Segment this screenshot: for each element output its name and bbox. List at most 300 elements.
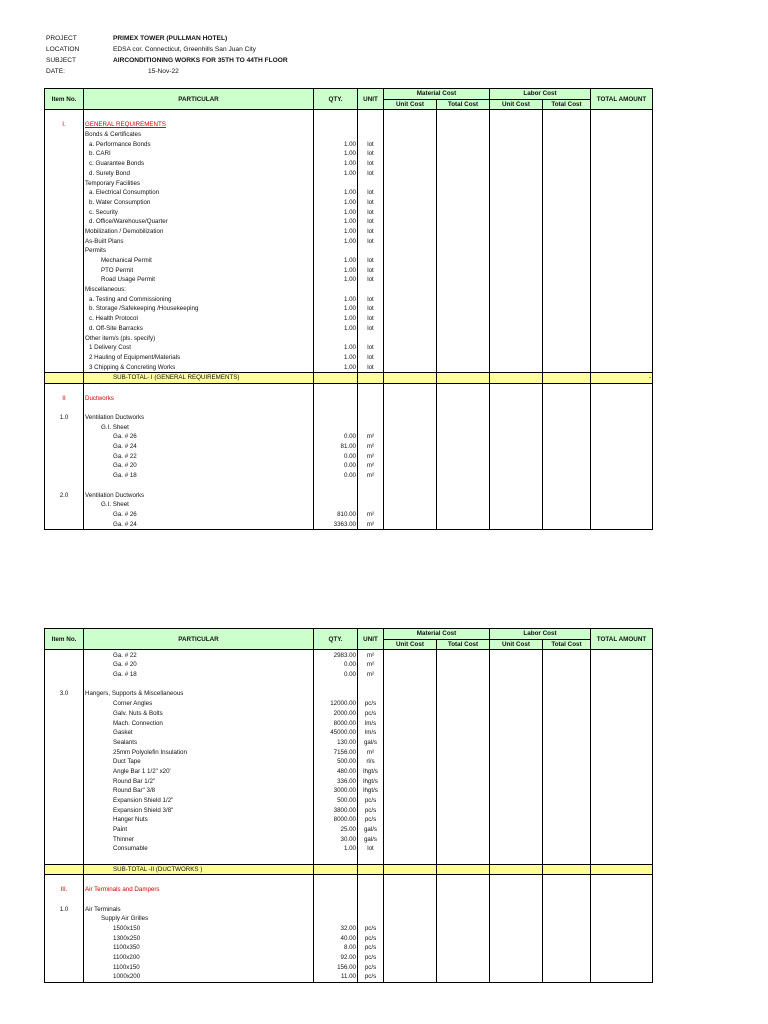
qty-cell: 0.00 bbox=[314, 461, 358, 471]
table-row bbox=[45, 236, 653, 246]
item-cell: 3.0 bbox=[45, 689, 84, 699]
labor-total-cost-cell bbox=[543, 738, 591, 748]
item-cell bbox=[45, 265, 84, 275]
labor-total-cost-cell bbox=[543, 178, 591, 188]
material-unit-cost-cell bbox=[384, 670, 437, 680]
total-amount-cell bbox=[591, 227, 653, 237]
particular-cell: b. Water Consumption bbox=[84, 198, 314, 208]
labor-total-cost-cell bbox=[543, 198, 591, 208]
total-amount-cell bbox=[591, 776, 653, 786]
qty-cell: 1.00 bbox=[314, 343, 358, 353]
table-row bbox=[45, 709, 653, 719]
labor-unit-cost-cell bbox=[490, 169, 543, 179]
particular-cell: Supply Air Grilles bbox=[84, 914, 314, 924]
item-cell bbox=[45, 432, 84, 442]
col-material-total-cost: Total Cost bbox=[437, 99, 490, 110]
table-row bbox=[45, 670, 653, 680]
total-amount-cell bbox=[591, 481, 653, 491]
labor-total-cost-cell bbox=[543, 159, 591, 169]
material-total-cost-cell bbox=[437, 660, 490, 670]
labor-total-cost-cell bbox=[543, 246, 591, 256]
unit-cell: lot bbox=[358, 304, 384, 314]
particular-cell: c. Health Protocol bbox=[84, 314, 314, 324]
total-amount-cell bbox=[591, 246, 653, 256]
unit-cell: pc/s bbox=[358, 709, 384, 719]
unit-cell: m² bbox=[358, 519, 384, 529]
material-unit-cost-cell bbox=[384, 924, 437, 934]
labor-unit-cost-cell bbox=[490, 393, 543, 403]
material-total-cost-cell bbox=[437, 972, 490, 982]
particular-cell: Hanger Nuts bbox=[84, 815, 314, 825]
unit-cell: gal/s bbox=[358, 834, 384, 844]
labor-unit-cost-cell bbox=[490, 904, 543, 914]
item-cell bbox=[45, 461, 84, 471]
labor-total-cost-cell bbox=[543, 914, 591, 924]
labor-total-cost-cell bbox=[543, 413, 591, 423]
material-unit-cost-cell bbox=[384, 149, 437, 159]
particular-cell bbox=[84, 895, 314, 905]
unit-cell bbox=[358, 246, 384, 256]
qty-cell: 1.00 bbox=[314, 256, 358, 266]
unit-cell: m² bbox=[358, 510, 384, 520]
material-total-cost-cell bbox=[437, 481, 490, 491]
particular-cell: 1100x150 bbox=[84, 962, 314, 972]
particular-cell: Duct Tape bbox=[84, 757, 314, 767]
table-row bbox=[45, 689, 653, 699]
unit-cell bbox=[358, 372, 384, 383]
material-unit-cost-cell bbox=[384, 844, 437, 854]
material-total-cost-cell bbox=[437, 796, 490, 806]
table-row bbox=[45, 500, 653, 510]
total-amount-cell bbox=[591, 169, 653, 179]
labor-total-cost-cell bbox=[543, 236, 591, 246]
labor-total-cost-cell bbox=[543, 718, 591, 728]
item-cell bbox=[45, 217, 84, 227]
labor-total-cost-cell bbox=[543, 679, 591, 689]
table-row bbox=[45, 776, 653, 786]
material-total-cost-cell bbox=[437, 256, 490, 266]
labor-unit-cost-cell bbox=[490, 650, 543, 660]
labor-unit-cost-cell bbox=[490, 471, 543, 481]
item-cell bbox=[45, 314, 84, 324]
material-unit-cost-cell bbox=[384, 500, 437, 510]
table-row bbox=[45, 294, 653, 304]
qty-cell: 1.00 bbox=[314, 159, 358, 169]
material-total-cost-cell bbox=[437, 149, 490, 159]
labor-total-cost-cell bbox=[543, 728, 591, 738]
unit-cell bbox=[358, 854, 384, 864]
total-amount-cell bbox=[591, 825, 653, 835]
labor-unit-cost-cell bbox=[490, 854, 543, 864]
qty-cell bbox=[314, 285, 358, 295]
qty-cell: 32.00 bbox=[314, 924, 358, 934]
material-unit-cost-cell bbox=[384, 747, 437, 757]
total-amount-cell bbox=[591, 324, 653, 334]
unit-cell: lot bbox=[358, 343, 384, 353]
material-unit-cost-cell bbox=[384, 709, 437, 719]
item-cell bbox=[45, 914, 84, 924]
material-total-cost-cell bbox=[437, 738, 490, 748]
item-cell bbox=[45, 333, 84, 343]
item-cell bbox=[45, 294, 84, 304]
material-unit-cost-cell bbox=[384, 333, 437, 343]
item-cell bbox=[45, 178, 84, 188]
col-labor-cost: Labor Cost bbox=[490, 89, 591, 100]
labor-total-cost-cell bbox=[543, 885, 591, 895]
total-amount-cell bbox=[591, 451, 653, 461]
labor-unit-cost-cell bbox=[490, 372, 543, 383]
total-amount-cell bbox=[591, 461, 653, 471]
particular-cell bbox=[84, 110, 314, 120]
item-cell bbox=[45, 159, 84, 169]
particular-cell: 1100x200 bbox=[84, 953, 314, 963]
material-unit-cost-cell bbox=[384, 962, 437, 972]
labor-total-cost-cell bbox=[543, 650, 591, 660]
unit-cell: lot bbox=[358, 265, 384, 275]
labor-unit-cost-cell bbox=[490, 875, 543, 885]
col-material-unit-cost: Unit Cost bbox=[384, 639, 437, 650]
table-row bbox=[45, 285, 653, 295]
table-row bbox=[45, 914, 653, 924]
qty-cell: 810.00 bbox=[314, 510, 358, 520]
material-total-cost-cell bbox=[437, 650, 490, 660]
particular-cell: SUB-TOTAL -II (DUCTWORKS ) bbox=[84, 864, 314, 875]
material-total-cost-cell bbox=[437, 383, 490, 393]
material-total-cost-cell bbox=[437, 265, 490, 275]
labor-total-cost-cell bbox=[543, 324, 591, 334]
unit-cell: lot bbox=[358, 362, 384, 372]
unit-cell: lot bbox=[358, 198, 384, 208]
unit-cell: lot bbox=[358, 149, 384, 159]
item-cell bbox=[45, 383, 84, 393]
material-unit-cost-cell bbox=[384, 451, 437, 461]
item-cell bbox=[45, 471, 84, 481]
item-cell bbox=[45, 110, 84, 120]
unit-cell: m² bbox=[358, 461, 384, 471]
qty-cell bbox=[314, 422, 358, 432]
material-unit-cost-cell bbox=[384, 256, 437, 266]
item-cell bbox=[45, 709, 84, 719]
qty-cell: 1.00 bbox=[314, 236, 358, 246]
table-row bbox=[45, 767, 653, 777]
item-cell: III. bbox=[45, 885, 84, 895]
material-unit-cost-cell bbox=[384, 372, 437, 383]
labor-unit-cost-cell bbox=[490, 933, 543, 943]
item-cell bbox=[45, 728, 84, 738]
table-row bbox=[45, 304, 653, 314]
material-unit-cost-cell bbox=[384, 275, 437, 285]
labor-total-cost-cell bbox=[543, 372, 591, 383]
labor-unit-cost-cell bbox=[490, 353, 543, 363]
labor-total-cost-cell bbox=[543, 451, 591, 461]
table-row bbox=[45, 461, 653, 471]
labor-total-cost-cell bbox=[543, 825, 591, 835]
qty-cell bbox=[314, 895, 358, 905]
table-row bbox=[45, 972, 653, 982]
material-total-cost-cell bbox=[437, 776, 490, 786]
labor-total-cost-cell bbox=[543, 207, 591, 217]
material-total-cost-cell bbox=[437, 130, 490, 140]
particular-cell: 1300x250 bbox=[84, 933, 314, 943]
qty-cell: 500.00 bbox=[314, 757, 358, 767]
particular-cell: Ga. # 24 bbox=[84, 442, 314, 452]
material-total-cost-cell bbox=[437, 432, 490, 442]
total-amount-cell bbox=[591, 120, 653, 130]
labor-total-cost-cell bbox=[543, 519, 591, 529]
labor-total-cost-cell bbox=[543, 442, 591, 452]
total-amount-cell bbox=[591, 413, 653, 423]
labor-unit-cost-cell bbox=[490, 660, 543, 670]
table-row bbox=[45, 904, 653, 914]
material-total-cost-cell bbox=[437, 709, 490, 719]
table-row bbox=[45, 265, 653, 275]
labor-total-cost-cell bbox=[543, 120, 591, 130]
particular-cell bbox=[84, 679, 314, 689]
unit-cell: lot bbox=[358, 207, 384, 217]
qty-cell: 480.00 bbox=[314, 767, 358, 777]
qty-cell bbox=[314, 864, 358, 875]
qty-cell: 8.00 bbox=[314, 943, 358, 953]
qty-cell bbox=[314, 875, 358, 885]
unit-cell: m² bbox=[358, 451, 384, 461]
total-amount-cell bbox=[591, 471, 653, 481]
labor-total-cost-cell bbox=[543, 699, 591, 709]
labor-unit-cost-cell bbox=[490, 825, 543, 835]
unit-cell: pc/s bbox=[358, 699, 384, 709]
total-amount-cell bbox=[591, 815, 653, 825]
labor-total-cost-cell bbox=[543, 805, 591, 815]
labor-total-cost-cell bbox=[543, 924, 591, 934]
material-unit-cost-cell bbox=[384, 815, 437, 825]
material-total-cost-cell bbox=[437, 362, 490, 372]
material-unit-cost-cell bbox=[384, 207, 437, 217]
material-total-cost-cell bbox=[437, 895, 490, 905]
particular-cell: Round Bar" 3/8 bbox=[84, 786, 314, 796]
item-cell bbox=[45, 962, 84, 972]
total-amount-cell bbox=[591, 149, 653, 159]
particular-cell: Angle Bar 1 1/2" x20' bbox=[84, 767, 314, 777]
total-amount-cell bbox=[591, 188, 653, 198]
unit-cell bbox=[358, 333, 384, 343]
labor-total-cost-cell bbox=[543, 275, 591, 285]
labor-unit-cost-cell bbox=[490, 679, 543, 689]
item-cell bbox=[45, 422, 84, 432]
total-amount-cell bbox=[591, 285, 653, 295]
labor-unit-cost-cell bbox=[490, 953, 543, 963]
unit-cell bbox=[358, 110, 384, 120]
item-cell bbox=[45, 844, 84, 854]
qty-cell: 130.00 bbox=[314, 738, 358, 748]
qty-cell: 30.00 bbox=[314, 834, 358, 844]
particular-cell: c. Guarantee Bonds bbox=[84, 159, 314, 169]
total-amount-cell bbox=[591, 660, 653, 670]
particular-cell: Ventilation Ductworks bbox=[84, 490, 314, 500]
particular-cell: Hangers, Supports & Miscellaneous bbox=[84, 689, 314, 699]
unit-cell: lot bbox=[358, 324, 384, 334]
qty-cell bbox=[314, 481, 358, 491]
unit-cell bbox=[358, 914, 384, 924]
qty-cell bbox=[314, 490, 358, 500]
material-unit-cost-cell bbox=[384, 757, 437, 767]
qty-cell: 1.00 bbox=[314, 169, 358, 179]
particular-cell: 3 Chipping & Concreting Works bbox=[84, 362, 314, 372]
item-cell: II bbox=[45, 393, 84, 403]
total-amount-cell bbox=[591, 432, 653, 442]
material-unit-cost-cell bbox=[384, 159, 437, 169]
labor-unit-cost-cell bbox=[490, 895, 543, 905]
total-amount-cell bbox=[591, 679, 653, 689]
particular-cell bbox=[84, 383, 314, 393]
particular-cell: Mechanical Permit bbox=[84, 256, 314, 266]
table-row bbox=[45, 510, 653, 520]
table-row bbox=[45, 953, 653, 963]
col-material-cost: Material Cost bbox=[384, 629, 490, 640]
labor-total-cost-cell bbox=[543, 217, 591, 227]
labor-total-cost-cell bbox=[543, 864, 591, 875]
material-total-cost-cell bbox=[437, 864, 490, 875]
particular-cell: Ga. # 24 bbox=[84, 519, 314, 529]
material-unit-cost-cell bbox=[384, 461, 437, 471]
material-total-cost-cell bbox=[437, 343, 490, 353]
location-value: EDSA cor. Connecticut, Greenhills San Juan City bbox=[113, 46, 256, 53]
col-unit: UNIT bbox=[358, 89, 384, 110]
unit-cell bbox=[358, 383, 384, 393]
table-row bbox=[45, 413, 653, 423]
material-total-cost-cell bbox=[437, 885, 490, 895]
particular-cell: PTO Permit bbox=[84, 265, 314, 275]
unit-cell: lm/s bbox=[358, 718, 384, 728]
qty-cell: 1.00 bbox=[314, 353, 358, 363]
particular-cell bbox=[84, 403, 314, 413]
labor-total-cost-cell bbox=[543, 353, 591, 363]
material-total-cost-cell bbox=[437, 139, 490, 149]
material-total-cost-cell bbox=[437, 314, 490, 324]
material-total-cost-cell bbox=[437, 962, 490, 972]
qty-cell: 12000.00 bbox=[314, 699, 358, 709]
labor-total-cost-cell bbox=[543, 786, 591, 796]
col-total-amount: TOTAL AMOUNT bbox=[591, 629, 653, 650]
table-row bbox=[45, 110, 653, 120]
total-amount-cell bbox=[591, 924, 653, 934]
labor-total-cost-cell bbox=[543, 383, 591, 393]
project-value: PRIMEX TOWER (PULLMAN HOTEL) bbox=[113, 35, 228, 42]
qty-cell: 11.00 bbox=[314, 972, 358, 982]
particular-cell bbox=[84, 875, 314, 885]
material-total-cost-cell bbox=[437, 510, 490, 520]
table-row bbox=[45, 895, 653, 905]
unit-cell bbox=[358, 130, 384, 140]
labor-total-cost-cell bbox=[543, 130, 591, 140]
table-row bbox=[45, 353, 653, 363]
labor-unit-cost-cell bbox=[490, 689, 543, 699]
material-unit-cost-cell bbox=[384, 198, 437, 208]
unit-cell: gal/s bbox=[358, 825, 384, 835]
material-total-cost-cell bbox=[437, 120, 490, 130]
item-cell bbox=[45, 481, 84, 491]
qty-cell: 8000.00 bbox=[314, 718, 358, 728]
total-amount-cell bbox=[591, 178, 653, 188]
qty-cell: 92.00 bbox=[314, 953, 358, 963]
material-total-cost-cell bbox=[437, 294, 490, 304]
particular-cell: Ga. # 18 bbox=[84, 471, 314, 481]
col-unit: UNIT bbox=[358, 629, 384, 650]
material-total-cost-cell bbox=[437, 178, 490, 188]
qty-cell: 2000.00 bbox=[314, 709, 358, 719]
particular-cell: Consumable bbox=[84, 844, 314, 854]
labor-total-cost-cell bbox=[543, 461, 591, 471]
total-amount-cell bbox=[591, 699, 653, 709]
table-row bbox=[45, 738, 653, 748]
material-unit-cost-cell bbox=[384, 285, 437, 295]
labor-unit-cost-cell bbox=[490, 265, 543, 275]
boq-table-page-2 bbox=[44, 628, 653, 983]
total-amount-cell bbox=[591, 728, 653, 738]
labor-unit-cost-cell bbox=[490, 728, 543, 738]
material-total-cost-cell bbox=[437, 490, 490, 500]
item-cell bbox=[45, 854, 84, 864]
item-cell bbox=[45, 757, 84, 767]
labor-total-cost-cell bbox=[543, 403, 591, 413]
labor-total-cost-cell bbox=[543, 953, 591, 963]
material-unit-cost-cell bbox=[384, 718, 437, 728]
table-row bbox=[45, 169, 653, 179]
total-amount-cell bbox=[591, 343, 653, 353]
qty-cell: 1.00 bbox=[314, 324, 358, 334]
unit-cell: lot bbox=[358, 169, 384, 179]
item-cell bbox=[45, 451, 84, 461]
total-amount-cell bbox=[591, 796, 653, 806]
material-unit-cost-cell bbox=[384, 314, 437, 324]
col-labor-cost: Labor Cost bbox=[490, 629, 591, 640]
total-amount-cell bbox=[591, 933, 653, 943]
labor-unit-cost-cell bbox=[490, 178, 543, 188]
material-total-cost-cell bbox=[437, 275, 490, 285]
material-total-cost-cell bbox=[437, 805, 490, 815]
labor-unit-cost-cell bbox=[490, 343, 543, 353]
labor-unit-cost-cell bbox=[490, 757, 543, 767]
qty-cell bbox=[314, 689, 358, 699]
item-cell bbox=[45, 353, 84, 363]
particular-cell: Thinner bbox=[84, 834, 314, 844]
item-cell bbox=[45, 718, 84, 728]
col-material-unit-cost: Unit Cost bbox=[384, 99, 437, 110]
total-amount-cell bbox=[591, 757, 653, 767]
unit-cell bbox=[358, 403, 384, 413]
date-value: 15-Nov-22 bbox=[148, 68, 179, 75]
unit-cell: lot bbox=[358, 353, 384, 363]
particular-cell: d. Office/Warehouse/Quarter bbox=[84, 217, 314, 227]
item-cell bbox=[45, 805, 84, 815]
labor-unit-cost-cell bbox=[490, 519, 543, 529]
total-amount-cell bbox=[591, 510, 653, 520]
item-cell bbox=[45, 324, 84, 334]
unit-cell: lhgt/s bbox=[358, 776, 384, 786]
unit-cell: lot bbox=[358, 256, 384, 266]
material-unit-cost-cell bbox=[384, 738, 437, 748]
qty-cell: 2983.00 bbox=[314, 650, 358, 660]
qty-cell: 25.00 bbox=[314, 825, 358, 835]
material-total-cost-cell bbox=[437, 767, 490, 777]
material-unit-cost-cell bbox=[384, 825, 437, 835]
qty-cell: 0.00 bbox=[314, 451, 358, 461]
qty-cell bbox=[314, 372, 358, 383]
material-total-cost-cell bbox=[437, 786, 490, 796]
item-cell bbox=[45, 875, 84, 885]
labor-total-cost-cell bbox=[543, 432, 591, 442]
col-labor-total-cost: Total Cost bbox=[543, 639, 591, 650]
material-unit-cost-cell bbox=[384, 422, 437, 432]
total-amount-cell bbox=[591, 953, 653, 963]
